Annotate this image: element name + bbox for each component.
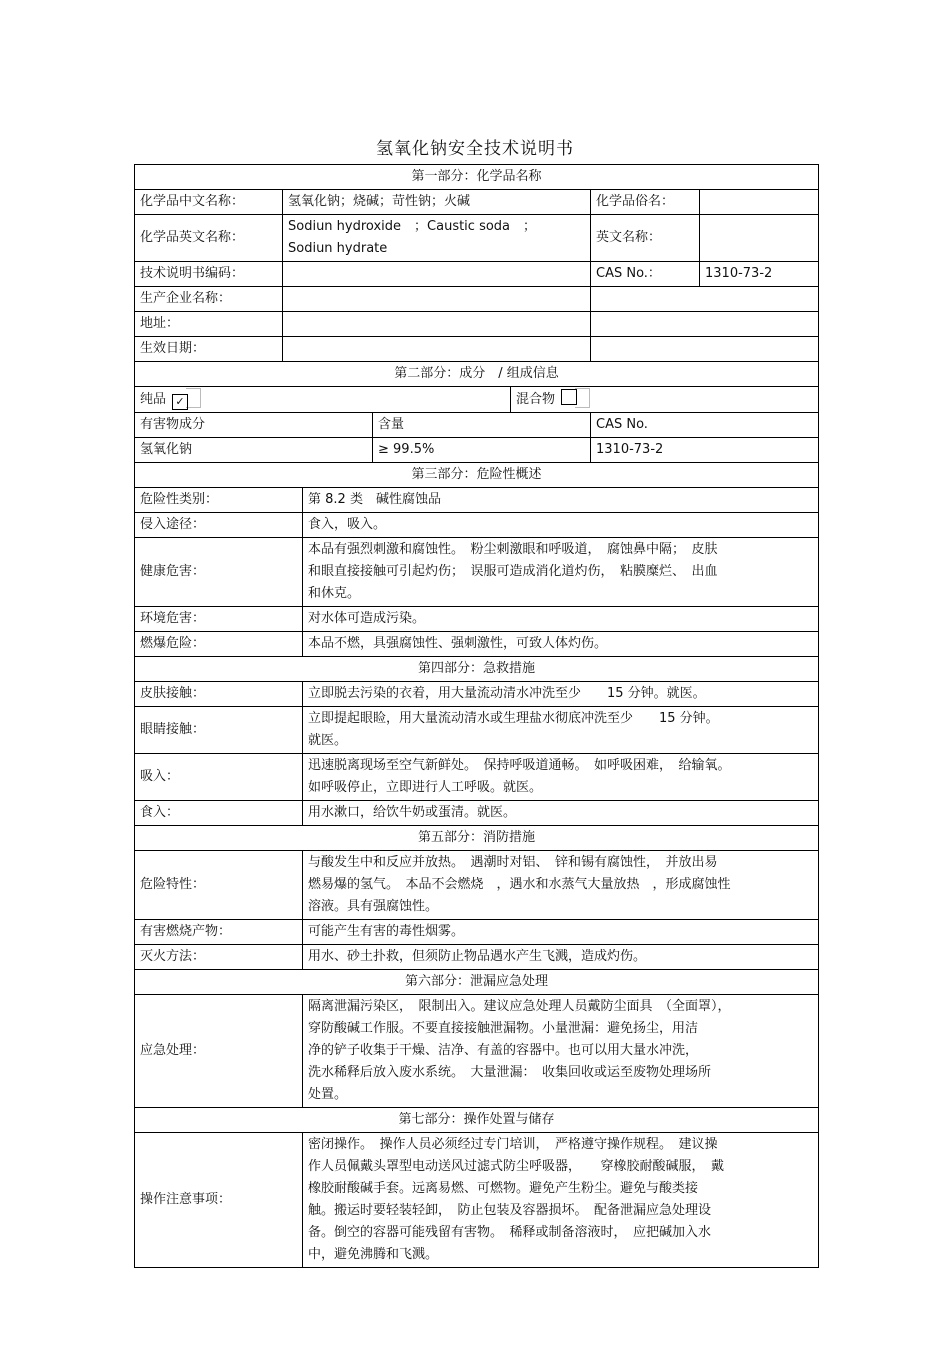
code-label: 技术说明书编码： [135,262,283,287]
col-component: 有害物成分 [135,413,373,438]
row-value [303,538,819,607]
row-value [303,488,819,513]
row-value [303,945,819,970]
row-value [303,682,819,707]
row-label: 侵入途径： [135,513,303,538]
section-5-title: 第五部分：消防措施 [135,826,819,851]
address-extra [591,312,819,337]
pure-checkbox[interactable]: ✓ [172,394,188,410]
row-value-line: 立即提起眼睑，用大量流动清水或生理盐水彻底冲洗至少 15 分钟。 [308,711,719,726]
row-date [135,337,819,362]
maker-label: 生产企业名称： [135,287,283,312]
checkbox-shadow [186,388,201,408]
row-value [303,801,819,826]
checkbox-shadow [575,388,590,408]
row-label: 有害燃烧产物： [135,920,303,945]
row-value [303,754,819,801]
en-name-label: 化学品英文名称： [135,215,283,262]
row-value-line: 作人员佩戴头罩型电动送风过滤式防尘呼吸器， 穿橡胶耐酸碱服， 戴 [308,1159,725,1174]
row-value [303,513,819,538]
row-label: 危险性类别： [135,488,303,513]
maker-value [283,287,591,312]
date-label: 生效日期： [135,337,283,362]
date-value [283,337,591,362]
common-name-value [700,190,819,215]
info-row [135,632,819,657]
row-label: 健康危害： [135,538,303,607]
section-5-header [135,826,819,851]
row-value-line: 与酸发生中和反应并放热。 遇潮时对铝、 锌和锡有腐蚀性， 并放出易 [308,855,718,870]
row-value-line: 立即脱去污染的衣着，用大量流动清水冲洗至少 15 分钟。就医。 [308,686,706,701]
row-label: 危险特性： [135,851,303,920]
info-row [135,682,819,707]
row-value-line: 洗水稀释后放入废水系统。 大量泄漏： 收集回收或运至废物处理场所 [308,1065,712,1080]
address-value [283,312,591,337]
section-3-title: 第三部分：危险性概述 [135,463,819,488]
row-value-line: 处置。 [308,1087,348,1102]
row-value-line: 溶液。具有强腐蚀性。 [308,899,439,914]
col-cas: CAS No. [591,413,819,438]
section-5-body [135,851,819,970]
row-value-line: 燃易爆的氢气。 本品不会燃烧 ，遇水和水蒸气大量放热 ，形成腐蚀性 [308,877,731,892]
msds-table [134,164,819,1268]
row-value-line: 穿防酸碱工作服。不要直接接触泄漏物。小量泄漏：避免扬尘，用洁 [308,1021,699,1036]
info-row [135,920,819,945]
row-value-line: 中，避免沸腾和飞溅。 [308,1247,439,1262]
row-value-line: 本品不燃，具强腐蚀性、强刺激性，可致人体灼伤。 [308,636,608,651]
cas-value: 1310-73-2 [700,262,819,287]
row-label: 环境危害： [135,607,303,632]
maker-extra [591,287,819,312]
row-value [303,920,819,945]
section-6-body [135,995,819,1108]
info-row [135,538,819,607]
info-row [135,754,819,801]
section-3-body [135,488,819,657]
section-6-title: 第六部分：泄漏应急处理 [135,970,819,995]
row-label: 食入： [135,801,303,826]
row-value-line: 可能产生有害的毒性烟雾。 [308,924,465,939]
code-value [283,262,591,287]
component-cas: 1310-73-2 [591,438,819,463]
info-row [135,1133,819,1268]
cn-name-label: 化学品中文名称： [135,190,283,215]
row-label: 眼睛接触： [135,707,303,754]
section-3-header [135,463,819,488]
info-row [135,607,819,632]
row-value-line: 密闭操作。 操作人员必须经过专门培训， 严格遵守操作规程。 建议操 [308,1137,718,1152]
en-name-line-1: Sodiun hydroxide ；Caustic soda ； [288,219,537,234]
row-label: 应急处理： [135,995,303,1108]
info-row [135,851,819,920]
row-maker [135,287,819,312]
section-7-title: 第七部分：操作处置与储存 [135,1108,819,1133]
en-name-value [283,215,591,262]
date-extra [591,337,819,362]
component-content: ≥ 99.5% [373,438,591,463]
info-row [135,707,819,754]
row-value [303,851,819,920]
section-4-header [135,657,819,682]
row-label: 燃爆危险： [135,632,303,657]
row-label: 皮肤接触： [135,682,303,707]
row-value [303,707,819,754]
row-value-line: 第 8.2 类 碱性腐蚀品 [308,492,441,507]
mixture-checkbox[interactable] [561,389,577,405]
row-value-line: 用水、砂土扑救，但须防止物品遇水产生飞溅，造成灼伤。 [308,949,647,964]
row-value [303,1133,819,1268]
section-6-header [135,970,819,995]
row-en-name [135,215,819,262]
row-value-line: 食入，吸入。 [308,517,387,532]
section-7-body [135,1133,819,1268]
row-value [303,632,819,657]
row-label: 灭火方法： [135,945,303,970]
info-row [135,995,819,1108]
row-label: 操作注意事项： [135,1133,303,1268]
row-value-line: 就医。 [308,733,348,748]
row-value-line: 净的铲子收集于干燥、洁净、有盖的容器中。也可以用大量水冲洗， [308,1043,699,1058]
address-label: 地址： [135,312,283,337]
row-value-line: 迅速脱离现场至空气新鲜处。 保持呼吸道通畅。 如呼吸困难， 给输氧。 [308,758,731,773]
row-address [135,312,819,337]
row-value [303,607,819,632]
row-value-line: 橡胶耐酸碱手套。远离易燃、可燃物。避免产生粉尘。避免与酸类接 [308,1181,699,1196]
en-alias-label: 英文名称： [591,215,700,262]
mixture-label: 混合物 [516,392,556,407]
col-content: 含量 [373,413,591,438]
section-4-body [135,682,819,826]
section-1-header [135,165,819,190]
cn-name-value: 氢氧化钠；烧碱；苛性钠；火碱 [283,190,591,215]
en-alias-value [700,215,819,262]
row-label: 吸入： [135,754,303,801]
pure-cell [135,387,511,413]
component-name: 氢氧化钠 [135,438,373,463]
row-value-line: 备。倒空的容器可能残留有害物。 稀释或制备溶液时， 应把碱加入水 [308,1225,712,1240]
en-name-line-2: Sodiun hydrate [288,241,388,256]
row-cn-name [135,190,819,215]
row-value [303,995,819,1108]
row-value-line: 触。搬运时要轻装轻卸， 防止包装及容器损坏。 配备泄漏应急处理设 [308,1203,712,1218]
common-name-label: 化学品俗名： [591,190,700,215]
pure-label: 纯品 [140,392,167,407]
row-component-header [135,413,819,438]
section-7-header [135,1108,819,1133]
document-title: 氢氧化钠安全技术说明书 [376,139,574,159]
section-2-title: 第二部分：成分 / 组成信息 [135,362,819,387]
row-value-line: 如呼吸停止，立即进行人工呼吸。就医。 [308,780,543,795]
row-value-line: 隔离泄漏污染区， 限制出入。建议应急处理人员戴防尘面具 （全面罩）， [308,999,731,1014]
section-1-title: 第一部分：化学品名称 [135,165,819,190]
row-value-line: 和休克。 [308,586,361,601]
info-row [135,513,819,538]
row-value-line: 用水漱口，给饮牛奶或蛋清。就医。 [308,805,517,820]
row-pure-mixture [135,387,819,413]
mixture-cell [511,387,819,413]
row-value-line: 对水体可造成污染。 [308,611,426,626]
info-row [135,801,819,826]
row-component [135,438,819,463]
section-2-header [135,362,819,387]
row-value-line: 和眼直接接触可引起灼伤； 误服可造成消化道灼伤， 粘膜糜烂、 出血 [308,564,718,579]
info-row [135,945,819,970]
row-value-line: 本品有强烈刺激和腐蚀性。 粉尘刺激眼和呼吸道， 腐蚀鼻中隔； 皮肤 [308,542,718,557]
info-row [135,488,819,513]
cas-label: CAS No.： [591,262,700,287]
row-code [135,262,819,287]
section-4-title: 第四部分：急救措施 [135,657,819,682]
